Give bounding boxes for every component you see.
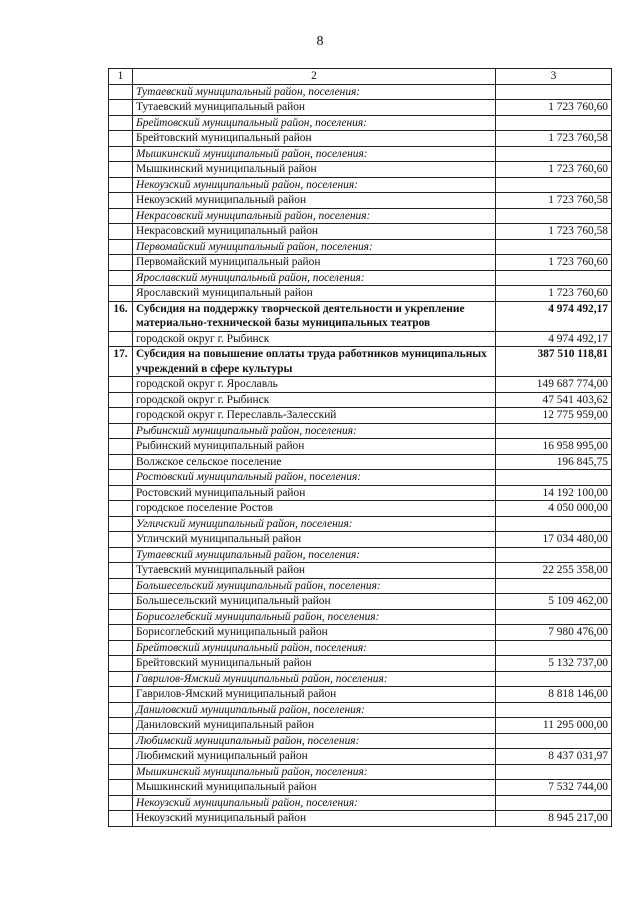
row-amount: 16 958 995,00: [496, 439, 612, 455]
row-number: [109, 270, 133, 286]
row-name: Первомайский муниципальный район: [133, 255, 496, 271]
table-row: [109, 485, 612, 501]
row-number: [109, 208, 133, 224]
row-name: Гаврилов-Ямский муниципальный район, поселения:: [133, 671, 496, 687]
row-amount: 7 980 476,00: [496, 625, 612, 641]
row-name: Некрасовский муниципальный район: [133, 224, 496, 240]
table-row: [109, 392, 612, 408]
row-amount: 12 775 959,00: [496, 408, 612, 424]
row-name: Брейтовский муниципальный район: [133, 656, 496, 672]
row-name: Угличский муниципальный район, поселения:: [133, 516, 496, 532]
row-amount: [496, 702, 612, 718]
table-row: [109, 439, 612, 455]
row-amount: 149 687 774,00: [496, 377, 612, 393]
table-row: [109, 795, 612, 811]
row-name: Борисоглебский муниципальный район, поселения:: [133, 609, 496, 625]
row-amount: 1 723 760,58: [496, 131, 612, 147]
table-header-row: [109, 69, 612, 85]
row-name: Даниловский муниципальный район, поселения:: [133, 702, 496, 718]
table-row: [109, 718, 612, 734]
row-number: 16.: [109, 301, 133, 331]
table-row: [109, 146, 612, 162]
row-number: [109, 408, 133, 424]
row-number: [109, 255, 133, 271]
row-name: Большесельский муниципальный район, поселения:: [133, 578, 496, 594]
row-number: 17.: [109, 347, 133, 377]
row-number: [109, 177, 133, 193]
table-row: [109, 286, 612, 302]
row-number: [109, 131, 133, 147]
table-row: [109, 423, 612, 439]
row-amount: 8 437 031,97: [496, 749, 612, 765]
row-amount: [496, 671, 612, 687]
table-row: [109, 239, 612, 255]
row-amount: [496, 270, 612, 286]
row-amount: [496, 547, 612, 563]
row-number: [109, 795, 133, 811]
table-row: [109, 563, 612, 579]
row-number: [109, 286, 133, 302]
row-number: [109, 392, 133, 408]
table-row: [109, 377, 612, 393]
table-row: [109, 687, 612, 703]
row-number: [109, 687, 133, 703]
row-name: Тутаевский муниципальный район, поселения:: [133, 84, 496, 100]
row-amount: 14 192 100,00: [496, 485, 612, 501]
page-number: 8: [316, 34, 324, 49]
table-row: [109, 470, 612, 486]
row-name: Любимский муниципальный район, поселения:: [133, 733, 496, 749]
table-row: [109, 301, 612, 331]
row-number: [109, 100, 133, 116]
row-name: Ярославский муниципальный район, поселения:: [133, 270, 496, 286]
row-amount: 1 723 760,60: [496, 100, 612, 116]
row-name: Ростовский муниципальный район: [133, 485, 496, 501]
row-amount: [496, 795, 612, 811]
table-row: [109, 609, 612, 625]
table-row: [109, 532, 612, 548]
row-number: [109, 811, 133, 827]
row-number: [109, 470, 133, 486]
row-amount: [496, 516, 612, 532]
row-number: [109, 454, 133, 470]
row-number: [109, 331, 133, 347]
header-col-1: 1: [109, 69, 133, 85]
table-row: [109, 780, 612, 796]
table-row: [109, 162, 612, 178]
header-col-3: 3: [496, 69, 612, 85]
row-name: Мышкинский муниципальный район, поселения:: [133, 764, 496, 780]
row-amount: [496, 84, 612, 100]
table-row: [109, 255, 612, 271]
row-name: Некрасовский муниципальный район, поселения:: [133, 208, 496, 224]
table-row: [109, 578, 612, 594]
row-amount: 1 723 760,60: [496, 286, 612, 302]
row-amount: 47 541 403,62: [496, 392, 612, 408]
row-number: [109, 718, 133, 734]
row-name: Даниловский муниципальный район: [133, 718, 496, 734]
table-row: [109, 408, 612, 424]
row-amount: 1 723 760,58: [496, 224, 612, 240]
row-amount: 1 723 760,60: [496, 255, 612, 271]
row-name: Брейтовский муниципальный район, поселения:: [133, 115, 496, 131]
row-amount: [496, 764, 612, 780]
table-row: [109, 208, 612, 224]
row-number: [109, 563, 133, 579]
row-amount: 4 974 492,17: [496, 331, 612, 347]
row-number: [109, 501, 133, 517]
table-row: [109, 640, 612, 656]
row-amount: [496, 640, 612, 656]
row-number: [109, 84, 133, 100]
row-amount: [496, 208, 612, 224]
row-number: [109, 224, 133, 240]
row-amount: 5 132 737,00: [496, 656, 612, 672]
table-row: [109, 84, 612, 100]
row-name: Борисоглебский муниципальный район: [133, 625, 496, 641]
row-number: [109, 609, 133, 625]
row-amount: 5 109 462,00: [496, 594, 612, 610]
row-name: Рыбинский муниципальный район: [133, 439, 496, 455]
row-amount: 4 974 492,17: [496, 301, 612, 331]
row-number: [109, 377, 133, 393]
table-row: [109, 177, 612, 193]
row-number: [109, 749, 133, 765]
row-amount: 22 255 358,00: [496, 563, 612, 579]
row-name: Рыбинский муниципальный район, поселения:: [133, 423, 496, 439]
row-number: [109, 162, 133, 178]
row-amount: 8 818 146,00: [496, 687, 612, 703]
row-name: Мышкинский муниципальный район: [133, 780, 496, 796]
row-amount: [496, 177, 612, 193]
table-row: [109, 270, 612, 286]
row-amount: 196 845,75: [496, 454, 612, 470]
table-row: [109, 749, 612, 765]
row-amount: 1 723 760,58: [496, 193, 612, 209]
row-amount: 1 723 760,60: [496, 162, 612, 178]
table-row: [109, 454, 612, 470]
table-row: [109, 100, 612, 116]
table-row: [109, 516, 612, 532]
row-name: городской округ г. Рыбинск: [133, 331, 496, 347]
row-amount: 7 532 744,00: [496, 780, 612, 796]
row-name: городской округ г. Ярославль: [133, 377, 496, 393]
row-number: [109, 239, 133, 255]
row-name: Некоузский муниципальный район: [133, 811, 496, 827]
row-number: [109, 671, 133, 687]
row-name: Гаврилов-Ямский муниципальный район: [133, 687, 496, 703]
row-number: [109, 578, 133, 594]
table-row: [109, 547, 612, 563]
row-name: Тутаевский муниципальный район: [133, 563, 496, 579]
row-amount: [496, 115, 612, 131]
row-name: Субсидия на повышение оплаты труда работников муниципальных учреждений в сфере культуры: [133, 347, 496, 377]
table-row: [109, 764, 612, 780]
table-row: [109, 625, 612, 641]
header-col-2: 2: [133, 69, 496, 85]
row-name: Первомайский муниципальный район, поселения:: [133, 239, 496, 255]
table-row: [109, 811, 612, 827]
row-name: городской округ г. Рыбинск: [133, 392, 496, 408]
row-name: Брейтовский муниципальный район: [133, 131, 496, 147]
row-number: [109, 547, 133, 563]
table-row: [109, 656, 612, 672]
subsidy-table: [108, 68, 612, 827]
row-number: [109, 640, 133, 656]
table-row: [109, 733, 612, 749]
row-name: Некоузский муниципальный район, поселения:: [133, 177, 496, 193]
row-name: Ростовский муниципальный район, поселения:: [133, 470, 496, 486]
row-name: Некоузский муниципальный район, поселения:: [133, 795, 496, 811]
table-row: [109, 347, 612, 377]
row-amount: [496, 733, 612, 749]
row-number: [109, 193, 133, 209]
row-name: Ярославский муниципальный район: [133, 286, 496, 302]
row-amount: [496, 470, 612, 486]
row-number: [109, 115, 133, 131]
row-amount: 387 510 118,81: [496, 347, 612, 377]
table-row: [109, 702, 612, 718]
row-amount: [496, 423, 612, 439]
row-name: Мышкинский муниципальный район, поселения:: [133, 146, 496, 162]
row-number: [109, 516, 133, 532]
table-row: [109, 671, 612, 687]
row-name: городской округ г. Переславль-Залесский: [133, 408, 496, 424]
row-name: Брейтовский муниципальный район, поселения:: [133, 640, 496, 656]
row-amount: [496, 239, 612, 255]
row-number: [109, 656, 133, 672]
row-name: Тутаевский муниципальный район: [133, 100, 496, 116]
table-row: [109, 501, 612, 517]
row-number: [109, 146, 133, 162]
row-name: Волжское сельское поселение: [133, 454, 496, 470]
row-amount: [496, 578, 612, 594]
row-number: [109, 485, 133, 501]
table-row: [109, 131, 612, 147]
row-name: Любимский муниципальный район: [133, 749, 496, 765]
table-row: [109, 331, 612, 347]
table-row: [109, 594, 612, 610]
row-name: городское поселение Ростов: [133, 501, 496, 517]
row-name: Тутаевский муниципальный район, поселения:: [133, 547, 496, 563]
row-amount: 4 050 000,00: [496, 501, 612, 517]
table-row: [109, 193, 612, 209]
row-amount: 17 034 480,00: [496, 532, 612, 548]
row-amount: 8 945 217,00: [496, 811, 612, 827]
row-number: [109, 532, 133, 548]
row-name: Субсидия на поддержку творческой деятельности и укрепление материально-технической базы муниципальных театров: [133, 301, 496, 331]
row-name: Мышкинский муниципальный район: [133, 162, 496, 178]
row-number: [109, 439, 133, 455]
row-number: [109, 625, 133, 641]
table-row: [109, 115, 612, 131]
row-amount: 11 295 000,00: [496, 718, 612, 734]
row-amount: [496, 146, 612, 162]
row-number: [109, 780, 133, 796]
row-amount: [496, 609, 612, 625]
row-number: [109, 733, 133, 749]
row-name: Некоузский муниципальный район: [133, 193, 496, 209]
row-number: [109, 423, 133, 439]
row-name: Угличский муниципальный район: [133, 532, 496, 548]
row-number: [109, 764, 133, 780]
table-row: [109, 224, 612, 240]
row-name: Большесельский муниципальный район: [133, 594, 496, 610]
row-number: [109, 702, 133, 718]
row-number: [109, 594, 133, 610]
